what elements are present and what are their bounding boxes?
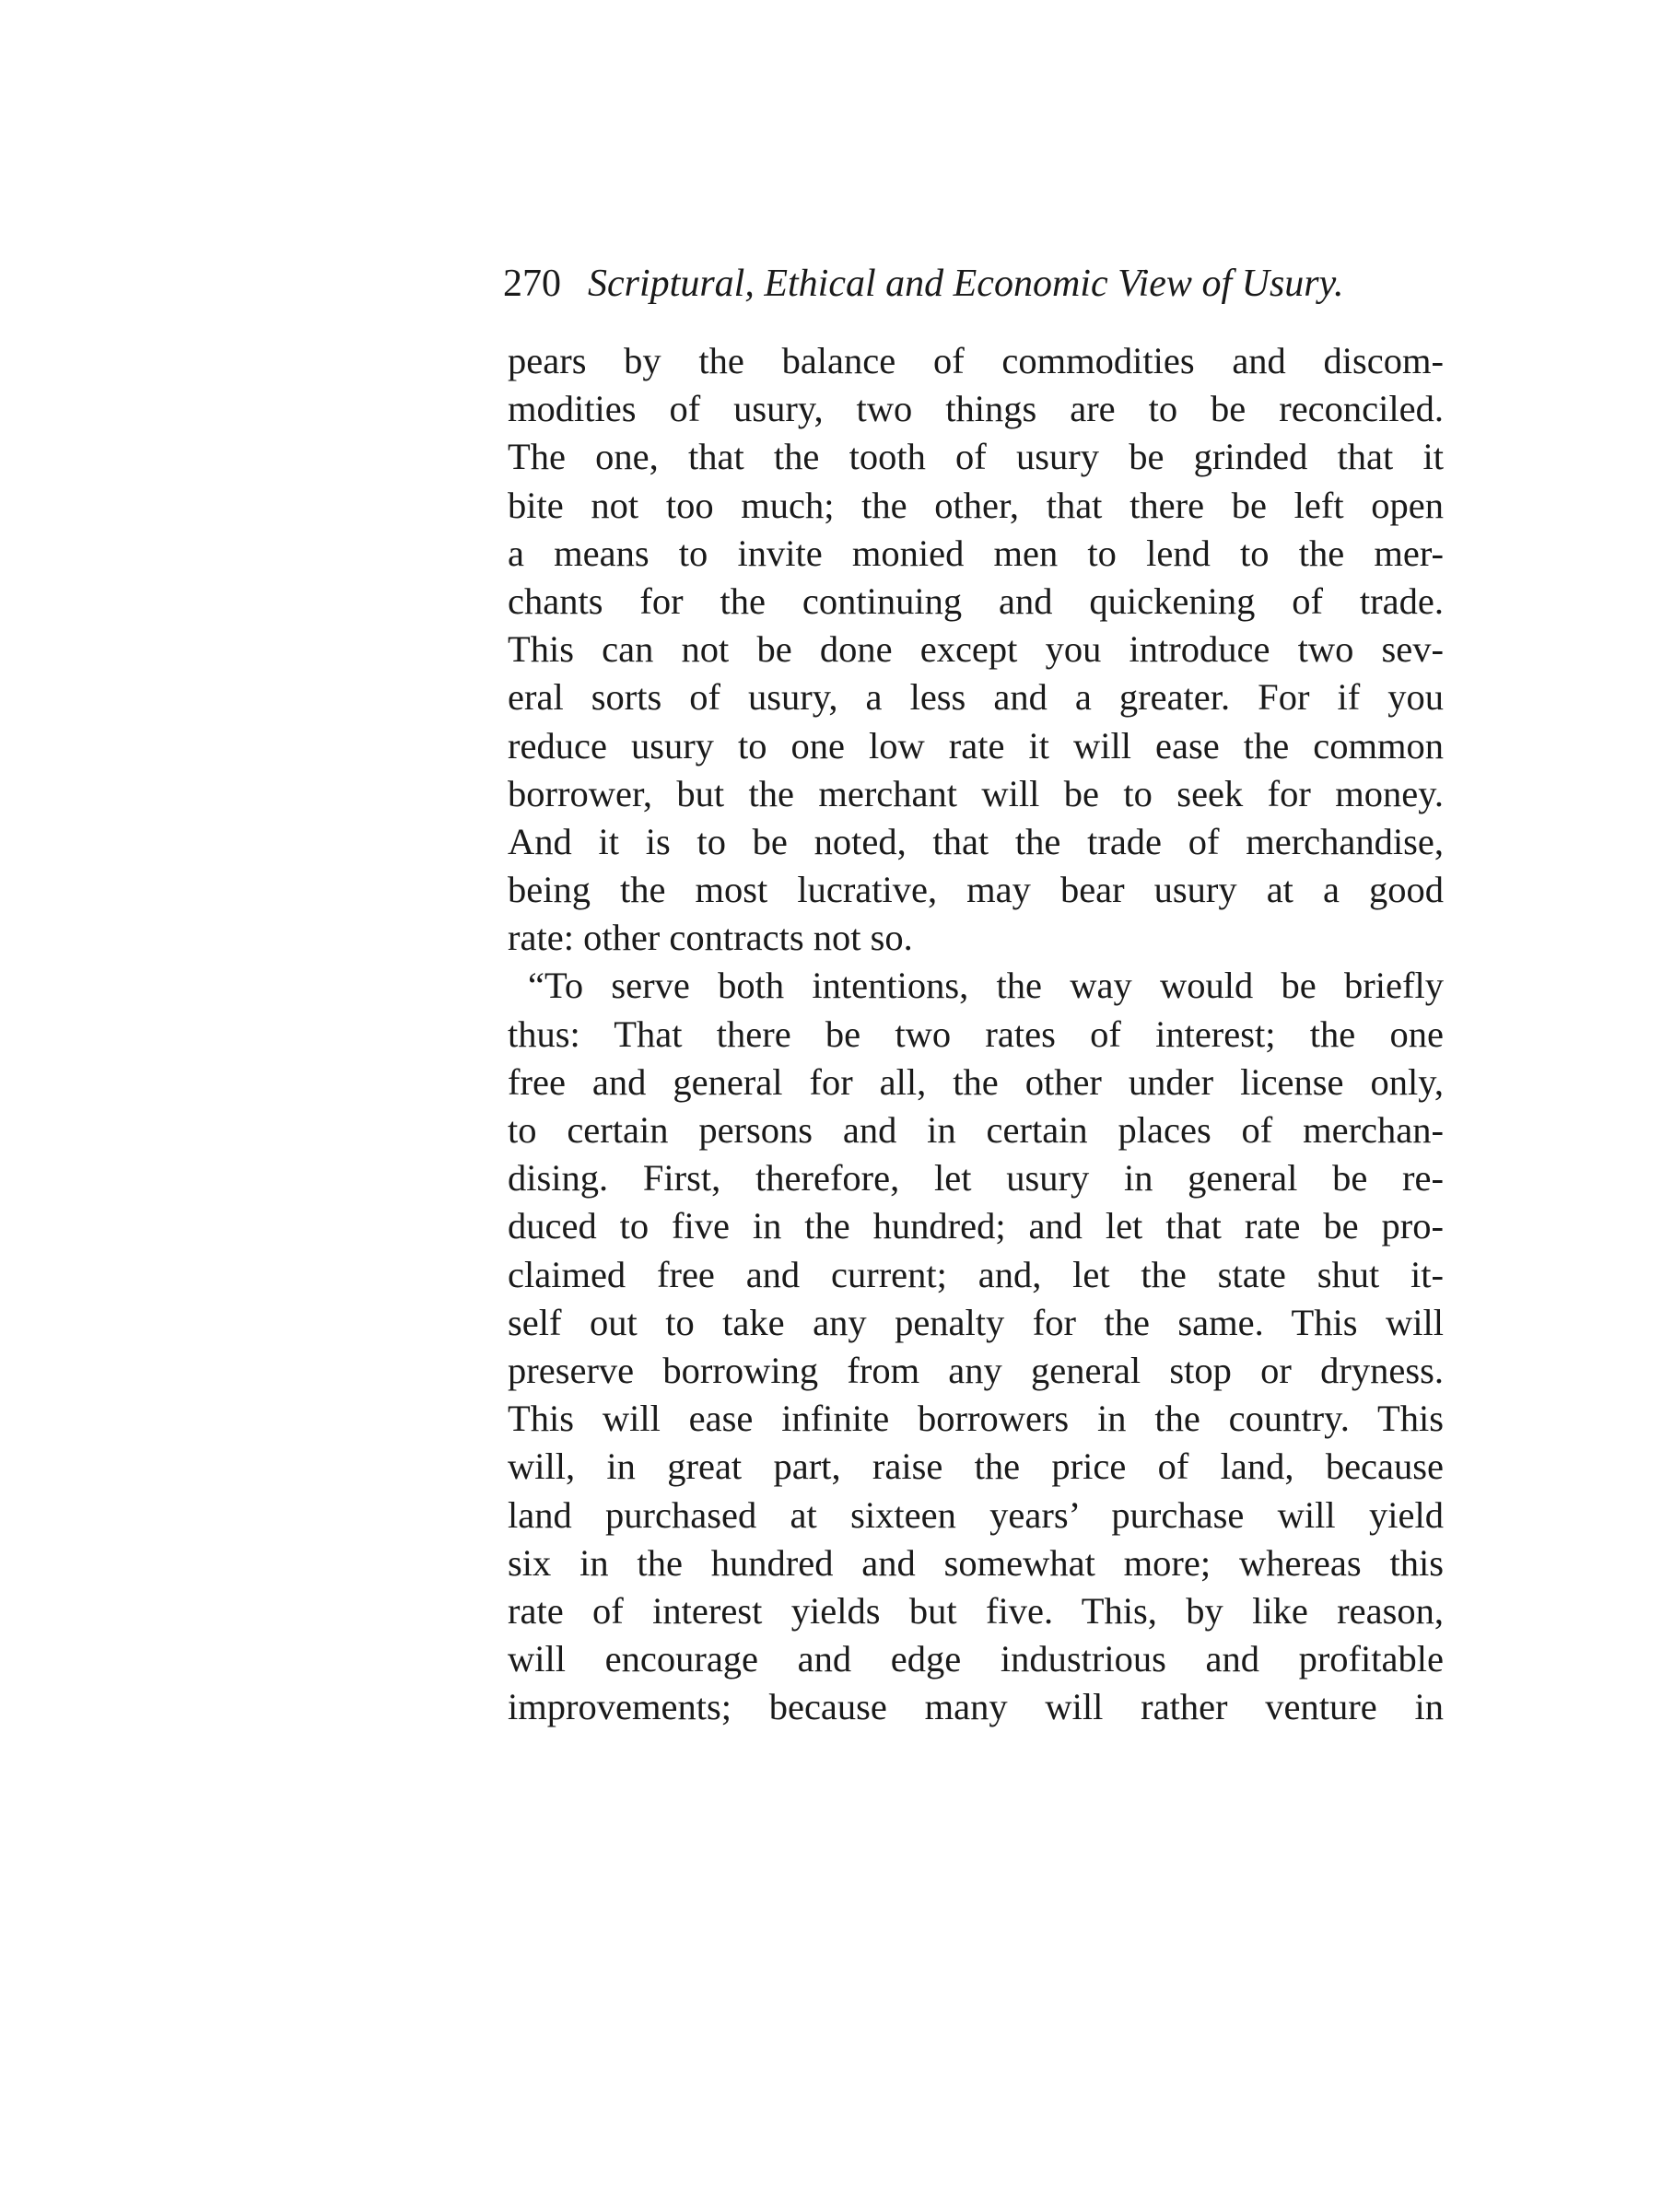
text-line: chants for the continuing and quickening of trade. (508, 579, 1444, 622)
running-head-title: Scriptural, Ethical and Economic View of Usury. (588, 263, 1344, 305)
text-line: free and general for all, the other under license only, (508, 1060, 1444, 1103)
text-line: claimed free and current; and, let the state shut it- (508, 1253, 1444, 1295)
text-line: borrower, but the merchant will be to seek for money. (508, 772, 1444, 814)
text-line: a means to invite monied men to lend to the mer- (508, 532, 1444, 574)
text-line: dising. First, therefore, let usury in general be re- (508, 1157, 1444, 1200)
running-head (503, 256, 1443, 311)
paragraph (508, 962, 1444, 1731)
text-line: self out to take any penalty for the same. This will (508, 1301, 1444, 1343)
text-line: thus: That there be two rates of interest; the one (508, 1012, 1444, 1055)
text-line: This can not be done except you introduce two sev- (508, 628, 1444, 671)
text-line: eral sorts of usury, a less and a greater. For if you (508, 676, 1444, 719)
text-line: land purchased at sixteen years’ purchase will yield (508, 1493, 1444, 1536)
text-line: being the most lucrative, may bear usury at a good (508, 869, 1444, 911)
text-line: pears by the balance of commodities and discom- (508, 340, 1444, 381)
text-line: rate of interest yields but five. This, by like reason, (508, 1589, 1444, 1632)
paragraph (508, 337, 1444, 962)
text-line: will, in great part, raise the price of land, because (508, 1445, 1444, 1488)
text-line: duced to five in the hundred; and let that rate be pro- (508, 1205, 1444, 1247)
text-line: And it is to be noted, that the trade of merchandise, (508, 820, 1444, 862)
text-line: This will ease infinite borrowers in the country. This (508, 1398, 1444, 1440)
text-line: will encourage and edge industrious and profitable (508, 1638, 1444, 1680)
text-line: bite not too much; the other, that there be left open (508, 484, 1444, 526)
page-number: 270 (503, 263, 561, 305)
text-line: rate: other contracts not so. (508, 917, 913, 959)
text-line: The one, that the tooth of usury be grinded that it (508, 436, 1444, 478)
text-line: six in the hundred and somewhat more; whereas this (508, 1541, 1444, 1584)
text-line: preserve borrowing from any general stop or dryness. (508, 1349, 1444, 1391)
text-line: “To serve both intentions, the way would be briefly (528, 965, 1444, 1007)
text-line: reduce usury to one low rate it will ease the common (508, 724, 1444, 767)
body-text (508, 337, 1444, 1731)
text-line: modities of usury, two things are to be reconciled. (508, 388, 1444, 430)
text-line: improvements; because many will rather venture in (508, 1686, 1444, 1728)
text-line: to certain persons and in certain places of merchan- (508, 1109, 1444, 1151)
